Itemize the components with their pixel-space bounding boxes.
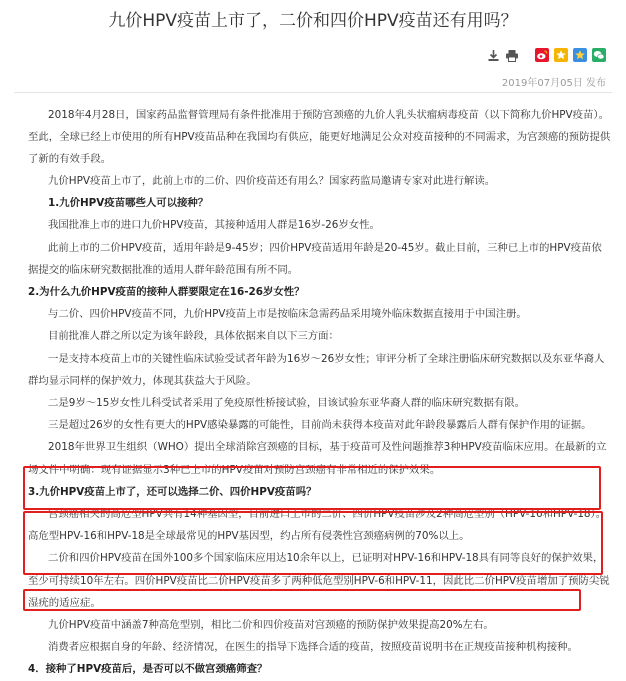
paragraph: 我国批准上市的进口九价HPV疫苗，其接种适用人群是16岁-26岁女性。 [48, 219, 380, 232]
paragraph: 此前上市的二价HPV疫苗，适用年龄是9-45岁；四价HPV疫苗适用年龄是20-45岁。截止目前，三种已上市的HPV疫苗依据提交的临床研究数据批准的适用人群年龄范围有所不同。 [28, 241, 602, 276]
article-body [28, 104, 612, 681]
article-toolbar [486, 46, 606, 64]
weibo-share-icon[interactable] [535, 48, 549, 62]
article-title: 九价HPV疫苗上市了，二价和四价HPV疫苗还有用吗？ [108, 11, 518, 31]
paragraph: 二是9岁～15岁女性儿科受试者采用了免疫原性桥接试验，目该试验东亚华裔人群的临床研究数据有限。 [48, 397, 526, 410]
print-icon[interactable] [505, 48, 519, 62]
paragraph: 九价HPV疫苗中涵盖7种高危型别，相比二价和四价疫苗对宫颈癌的预防保护效果提高20%左右。 [48, 619, 494, 632]
section-heading: 3.九价HPV疫苗上市了，还可以选择二价、四价HPV疫苗吗？ [28, 485, 317, 498]
paragraph: 三是超过26岁的女性有更大的HPV感染暴露的可能性，目前尚未获得本疫苗对此年龄段暴露后人群有保护作用的证据。 [48, 419, 592, 432]
wechat-share-icon[interactable] [592, 48, 606, 62]
section-heading: 1.九价HPV疫苗哪些人可以接种？ [48, 197, 209, 210]
paragraph: 二价和四价HPV疫苗在国外100多个国家临床应用达10余年以上，已证明对HPV-16和HPV-18具有同等良好的保护效果，至少可持续10年左右。四价HPV疫苗比二价HPV疫苗多了两种低危型别HPV-6和HPV-11，因此比二价HPV疫苗增加了预防尖锐湿疣的适应症。 [28, 552, 610, 609]
paragraph: 2018年4月28日，国家药品监督管理局有条件批准用于预防宫颈癌的九价人乳头状瘤病毒疫苗（以下简称九价HPV疫苗）。至此，全球已经上市使用的所有HPV疫苗品种在我国均有供应，能更好地满足公众对疫苗接种的不同需求，为宫颈癌的预防提供了新的有效手段。 [28, 109, 611, 166]
paragraph: 一是支持本疫苗上市的关键性临床试验受试者年龄为16岁～26岁女性；审评分析了全球注册临床研究数据以及东亚华裔人群均显示同样的保护效力，体现其获益大于风险。 [28, 352, 605, 387]
paragraph: 消费者应根据自身的年龄、经济情况，在医生的指导下选择合适的疫苗，按照疫苗说明书在正规疫苗接种机构接种。 [48, 641, 578, 654]
paragraph: 2018年世界卫生组织（WHO）提出全球消除宫颈癌的目标，基于疫苗可及性问题推荐3种HPV疫苗临床应用。在最新的立场文件中明确：现有证据显示3种已上市的HPV疫苗对预防宫颈癌有非常相近的保护效果。 [28, 441, 607, 476]
publish-date: 2019年07月05日 发布 [501, 78, 606, 89]
section-heading: 4．接种了HPV疫苗后，是否可以不做宫颈癌筛查？ [28, 663, 268, 676]
download-icon[interactable] [486, 48, 500, 62]
paragraph: 目前批准人群之所以定为该年龄段，具体依据来自以下三方面： [48, 330, 339, 343]
title-divider [14, 92, 612, 93]
qzone-share-icon[interactable] [554, 48, 568, 62]
paragraph: 宫颈癌相关的高危型HPV共有14种基因型，目前进口上市的二价、四价HPV疫苗涉及2种高危型别（HPV-16和HPV-18）。高危型HPV-16和HPV-18是全球最常见的HPV基因型，约占所有侵袭性宫颈癌病例的70%以上。 [28, 508, 607, 543]
section-heading: 2.为什么九价HPV疫苗的接种人群要限定在16-26岁女性？ [28, 286, 305, 299]
paragraph: 九价HPV疫苗上市了，此前上市的二价、四价疫苗还有用么？国家药监局邀请专家对此进行解读。 [48, 175, 496, 187]
paragraph: 与二价、四价HPV疫苗不同，九价HPV疫苗上市是按临床急需药品采用境外临床数据直接用于中国注册。 [48, 308, 527, 321]
favorite-star-icon[interactable] [573, 48, 587, 62]
